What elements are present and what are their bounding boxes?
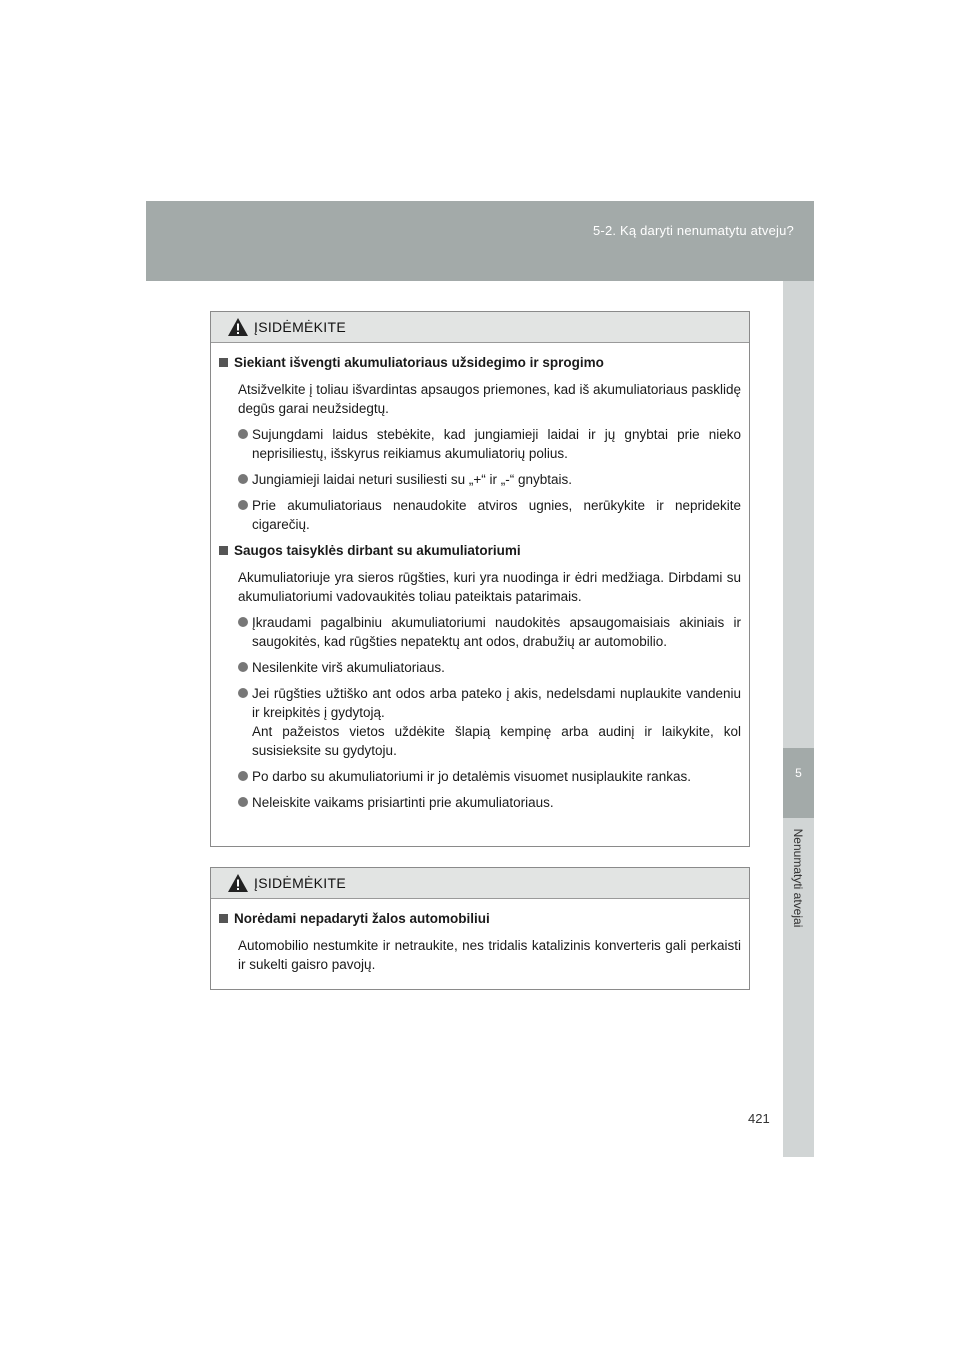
caution-header [211,868,749,899]
bullet-icon [238,429,248,439]
bullet-icon [238,797,248,807]
list-item [238,496,741,534]
list-item [238,793,741,812]
list-item-text: Sujungdami laidus stebėkite, kad jungiamieji laidai ir jų gnybtai prie nieko neprisiliestų, išskyrus reikiamus akumuliatorių polius. [252,427,741,461]
header-band [146,201,814,281]
page-number: 421 [748,1111,770,1126]
list-item-line: Jei rūgšties užtiško ant odos arba pateko į akis, nedelsdami nuplaukite vandeniu ir kreipkitės į gydytoją. [252,686,741,720]
caution-box-vehicle [210,867,750,990]
chapter-number: 5 [795,766,802,780]
bullet-icon [238,771,248,781]
list-item [238,425,741,463]
section-heading [219,353,741,372]
bullet-icon [238,662,248,672]
list-item-text: Po darbo su akumuliatoriumi ir jo detalėmis visuomet nusiplaukite rankas. [252,769,691,784]
list-item [238,470,741,489]
heading-text: Norėdami nepadaryti žalos automobiliui [234,911,490,926]
heading-text: Saugos taisyklės dirbant su akumuliatoriumi [234,543,521,558]
bullet-icon [238,617,248,627]
bullet-icon [238,500,248,510]
square-bullet-icon [219,914,228,923]
list-item-line: Ant pažeistos vietos uždėkite šlapią kempinę arba audinį ir laikykite, kol susisieksite su gydytoju. [252,724,741,758]
list-item-text: Nesilenkite virš akumuliatoriaus. [252,660,445,675]
list-item-text: Prie akumuliatoriaus nenaudokite atviros ugnies, nerūkykite ir nepridekite cigarečių. [252,498,741,532]
caution-box-battery [210,311,750,847]
caution-title: ĮSIDĖMĖKITE [254,875,346,891]
paragraph: Akumuliatoriuje yra sieros rūgšties, kuri yra nuodinga ir ėdri medžiaga. Dirbdami su akumuliatoriumi vadovaukitės toliau pateiktais patarimais. [238,570,741,604]
bullet-icon [238,688,248,698]
list-item [238,658,741,677]
warning-triangle-icon [227,873,249,893]
list-item-text: Jungiamieji laidai neturi susiliesti su „+“ ir „-“ gnybtais. [252,472,572,487]
chapter-label: Nenumatyti atvejai [791,828,805,928]
square-bullet-icon [219,546,228,555]
list-item-text: Neleiskite vaikams prisiartinti prie akumuliatoriaus. [252,795,554,810]
list-item-text [252,684,741,760]
square-bullet-icon [219,358,228,367]
list-item [238,684,741,760]
paragraph: Atsižvelkite į toliau išvardintas apsaugos priemones, kad iš akumuliatoriaus pasklidę degūs garai neužsidegtų. [238,382,741,416]
caution-title: ĮSIDĖMĖKITE [254,319,346,335]
bullet-icon [238,474,248,484]
section-heading [219,541,741,560]
paragraph: Automobilio nestumkite ir netraukite, nes tridalis katalizinis konverteris gali perkaisti ir sukelti gaisro pavojų. [238,938,741,972]
caution-header [211,312,749,343]
chapter-tab [783,748,814,818]
section-heading [219,909,741,928]
list-item [238,767,741,786]
section-title: 5-2. Ką daryti nenumatytu atveju? [593,223,794,238]
side-strip [783,281,814,1157]
heading-text: Siekiant išvengti akumuliatoriaus užsidegimo ir sprogimo [234,355,604,370]
warning-triangle-icon [227,317,249,337]
list-item [238,613,741,651]
list-item-text: Įkraudami pagalbiniu akumuliatoriumi naudokitės apsaugomaisiais akiniais ir saugokitės, kad rūgšties nepatektų ant odos, drabužių ar automobilio. [252,615,741,649]
